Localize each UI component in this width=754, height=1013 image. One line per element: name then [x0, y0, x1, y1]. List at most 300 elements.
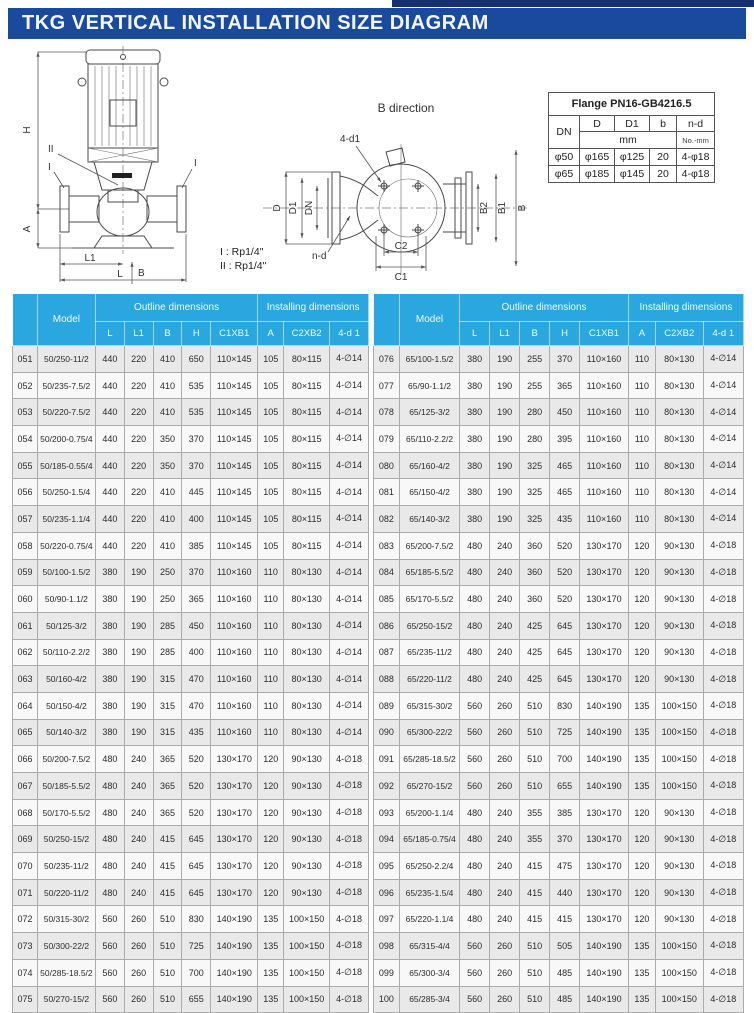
value-cell: 325 — [520, 479, 550, 506]
value-cell: 130×170 — [580, 586, 629, 613]
value-cell: 220 — [124, 399, 153, 426]
value-cell: 4-∅14 — [703, 426, 743, 453]
value-cell: 110×160 — [211, 666, 258, 693]
value-cell: 465 — [550, 479, 580, 506]
row-number-cell: 068 — [13, 799, 38, 826]
model-cell: 50/100-1.5/2 — [37, 559, 95, 586]
value-cell: 110 — [628, 399, 655, 426]
value-cell: 560 — [95, 933, 124, 960]
model-cell: 50/90-1.1/2 — [37, 586, 95, 613]
model-cell: 50/150-4/2 — [37, 692, 95, 719]
value-cell: 220 — [124, 532, 153, 559]
col-L1: L1 — [124, 322, 153, 346]
table-row — [374, 532, 744, 559]
value-cell: 280 — [520, 426, 550, 453]
value-cell: 135 — [628, 933, 655, 960]
value-cell: 520 — [182, 799, 211, 826]
value-cell: 4-∅18 — [703, 746, 743, 773]
value-cell: 80×130 — [284, 719, 330, 746]
model-cell: 50/200-7.5/2 — [37, 746, 95, 773]
value-cell: 140×190 — [211, 906, 258, 933]
value-cell: 4-∅14 — [703, 506, 743, 533]
value-cell: 120 — [258, 773, 284, 800]
table-row — [374, 933, 744, 960]
model-cell: 65/315-30/2 — [399, 692, 459, 719]
value-cell: 480 — [460, 826, 490, 853]
value-cell: 135 — [628, 959, 655, 986]
value-cell: 260 — [490, 959, 520, 986]
row-number-cell: 094 — [374, 826, 400, 853]
row-number-cell: 060 — [13, 586, 38, 613]
value-cell: φ145 — [615, 166, 650, 183]
table-row — [13, 773, 369, 800]
value-cell: 100×150 — [284, 906, 330, 933]
value-cell: 350 — [153, 426, 182, 453]
value-cell: 110 — [258, 586, 284, 613]
model-cell: 50/160-4/2 — [37, 666, 95, 693]
port-label: I — [48, 162, 51, 173]
value-cell: 380 — [95, 586, 124, 613]
value-cell: 110 — [628, 426, 655, 453]
outline-dimensions-header: Outline dimensions — [460, 294, 629, 322]
value-cell: 560 — [460, 986, 490, 1013]
value-cell: 380 — [95, 639, 124, 666]
value-cell: 110 — [628, 452, 655, 479]
value-cell: 80×130 — [655, 346, 703, 373]
model-cell: 50/110-2.2/2 — [37, 639, 95, 666]
value-cell: 480 — [460, 879, 490, 906]
value-cell: 510 — [153, 986, 182, 1013]
row-number-cell: 069 — [13, 826, 38, 853]
b-direction-title: B direction — [377, 101, 435, 115]
value-cell: 560 — [460, 933, 490, 960]
value-cell: 80×130 — [284, 612, 330, 639]
value-cell: 4-∅18 — [330, 853, 369, 880]
value-cell: 80×130 — [655, 372, 703, 399]
model-cell: 65/200-1.1/4 — [399, 799, 459, 826]
value-cell: 240 — [124, 826, 153, 853]
value-cell: 510 — [520, 773, 550, 800]
value-cell: 80×115 — [284, 452, 330, 479]
value-cell: 485 — [550, 986, 580, 1013]
value-cell: 440 — [95, 399, 124, 426]
value-cell: 120 — [628, 612, 655, 639]
value-cell: 4-∅18 — [330, 773, 369, 800]
value-cell: 90×130 — [284, 879, 330, 906]
value-cell: 645 — [550, 639, 580, 666]
value-cell: 110×160 — [211, 586, 258, 613]
value-cell: 4-∅18 — [703, 959, 743, 986]
value-cell: 90×130 — [655, 906, 703, 933]
value-cell: 4-∅14 — [703, 479, 743, 506]
value-cell: 560 — [460, 692, 490, 719]
value-cell: 120 — [628, 906, 655, 933]
flange-col-dn: DN — [549, 116, 580, 149]
value-cell: 110×145 — [211, 479, 258, 506]
value-cell: 365 — [153, 799, 182, 826]
value-cell: 440 — [95, 426, 124, 453]
value-cell: 250 — [153, 586, 182, 613]
value-cell: 80×115 — [284, 426, 330, 453]
value-cell: 480 — [460, 666, 490, 693]
model-cell: 50/235-11/2 — [37, 853, 95, 880]
table-row — [13, 586, 369, 613]
value-cell: 90×130 — [655, 612, 703, 639]
model-cell: φ165 — [580, 149, 615, 166]
value-cell: 220 — [124, 479, 153, 506]
model-cell: 65/160-4/2 — [399, 452, 459, 479]
table-row — [374, 719, 744, 746]
dim-label: B — [138, 268, 145, 279]
model-cell: 50/185-0.55/4 — [37, 452, 95, 479]
value-cell: 380 — [95, 692, 124, 719]
value-cell: 130×170 — [211, 799, 258, 826]
value-cell: 100×150 — [284, 986, 330, 1013]
value-cell: 4-∅18 — [703, 986, 743, 1013]
col-C2XB2: C2XB2 — [655, 322, 703, 346]
value-cell: 220 — [124, 452, 153, 479]
model-cell: 50/250-11/2 — [37, 346, 95, 373]
value-cell: 135 — [628, 746, 655, 773]
table-row — [374, 452, 744, 479]
value-cell: 395 — [550, 426, 580, 453]
flange-unit-no-mm: No.-mm — [677, 132, 715, 149]
model-cell: 65/220-11/2 — [399, 666, 459, 693]
model-cell: 65/170-5.5/2 — [399, 586, 459, 613]
value-cell: 240 — [490, 612, 520, 639]
value-cell: 240 — [490, 799, 520, 826]
col-H: H — [550, 322, 580, 346]
row-number-cell: 076 — [374, 346, 400, 373]
value-cell: 4-∅14 — [330, 426, 369, 453]
value-cell: 100×150 — [655, 933, 703, 960]
model-cell: 65/285-18.5/2 — [399, 746, 459, 773]
value-cell: 130×170 — [211, 879, 258, 906]
dim-label: D1 — [288, 201, 299, 215]
value-cell: 100×150 — [655, 692, 703, 719]
value-cell: 220 — [124, 372, 153, 399]
row-number-cell: 071 — [13, 879, 38, 906]
value-cell: 4-∅14 — [703, 452, 743, 479]
value-cell: 90×130 — [655, 799, 703, 826]
row-number-cell: 089 — [374, 692, 400, 719]
dim-label: A — [22, 225, 33, 233]
pump-body-outline — [60, 46, 186, 254]
value-cell: 350 — [153, 452, 182, 479]
value-cell: 240 — [490, 666, 520, 693]
value-cell: 135 — [628, 692, 655, 719]
value-cell: 90×130 — [284, 773, 330, 800]
value-cell: 100×150 — [655, 986, 703, 1013]
value-cell: 110×145 — [211, 399, 258, 426]
value-cell: 110 — [258, 612, 284, 639]
value-cell: 80×115 — [284, 479, 330, 506]
value-cell: 480 — [460, 799, 490, 826]
value-cell: 470 — [182, 666, 211, 693]
value-cell: 4-∅14 — [703, 399, 743, 426]
value-cell: 120 — [628, 799, 655, 826]
value-cell: 4-∅18 — [703, 879, 743, 906]
value-cell: 370 — [182, 452, 211, 479]
table-row — [374, 692, 744, 719]
value-cell: 90×130 — [655, 879, 703, 906]
value-cell: 90×130 — [284, 853, 330, 880]
table-row — [13, 372, 369, 399]
value-cell: 255 — [520, 372, 550, 399]
value-cell: 510 — [520, 719, 550, 746]
value-cell: 260 — [124, 933, 153, 960]
table-row — [13, 639, 369, 666]
value-cell: 4-∅14 — [330, 452, 369, 479]
value-cell: 440 — [95, 372, 124, 399]
value-cell: 425 — [520, 639, 550, 666]
value-cell: 190 — [490, 426, 520, 453]
model-cell: 65/235-11/2 — [399, 639, 459, 666]
value-cell: 130×170 — [211, 853, 258, 880]
value-cell: 510 — [153, 933, 182, 960]
value-cell: 380 — [460, 479, 490, 506]
value-cell: 365 — [182, 586, 211, 613]
row-number-cell: 073 — [13, 933, 38, 960]
value-cell: 480 — [95, 826, 124, 853]
value-cell: 510 — [520, 933, 550, 960]
dim-label: B2 — [479, 201, 490, 215]
table-row — [13, 346, 369, 373]
row-number-cell: 081 — [374, 479, 400, 506]
value-cell: 655 — [182, 986, 211, 1013]
number-column-header — [13, 294, 38, 346]
value-cell: 380 — [95, 666, 124, 693]
value-cell: 105 — [258, 399, 284, 426]
row-number-cell: 083 — [374, 532, 400, 559]
value-cell: 4-∅14 — [330, 586, 369, 613]
value-cell: 645 — [182, 853, 211, 880]
table-row — [13, 452, 369, 479]
value-cell: 190 — [490, 479, 520, 506]
value-cell: φ125 — [615, 149, 650, 166]
row-number-cell: 053 — [13, 399, 38, 426]
value-cell: 4-∅18 — [703, 666, 743, 693]
value-cell: 315 — [153, 692, 182, 719]
value-cell: 4-∅14 — [330, 666, 369, 693]
value-cell: 380 — [460, 372, 490, 399]
row-number-cell: 092 — [374, 773, 400, 800]
table-row — [13, 719, 369, 746]
table-row — [374, 746, 744, 773]
value-cell: 645 — [182, 826, 211, 853]
value-cell: 480 — [460, 853, 490, 880]
value-cell: 110×145 — [211, 506, 258, 533]
value-cell: 380 — [460, 426, 490, 453]
value-cell: 480 — [460, 586, 490, 613]
table-row — [374, 506, 744, 533]
value-cell: 120 — [258, 746, 284, 773]
port-label: I — [194, 158, 197, 169]
model-cell: 65/90-1.1/2 — [399, 372, 459, 399]
value-cell: 355 — [520, 799, 550, 826]
table-row — [13, 612, 369, 639]
value-cell: 140×190 — [580, 692, 629, 719]
row-number-cell: 065 — [13, 719, 38, 746]
value-cell: 410 — [153, 346, 182, 373]
port-label: II — [48, 144, 54, 155]
outline-dimensions-header: Outline dimensions — [95, 294, 257, 322]
value-cell: 415 — [153, 853, 182, 880]
table-row — [13, 692, 369, 719]
value-cell: 90×130 — [284, 826, 330, 853]
value-cell: 110×160 — [580, 426, 629, 453]
value-cell: 315 — [153, 666, 182, 693]
value-cell: 4-∅14 — [330, 559, 369, 586]
table-row — [374, 879, 744, 906]
col-C2XB2: C2XB2 — [284, 322, 330, 346]
model-cell: 65/200-7.5/2 — [399, 532, 459, 559]
value-cell: 190 — [124, 692, 153, 719]
table-row — [13, 879, 369, 906]
dim-label: 4-d1 — [339, 134, 361, 145]
value-cell: 20 — [650, 166, 677, 183]
value-cell: 110 — [258, 719, 284, 746]
value-cell: 380 — [95, 612, 124, 639]
value-cell: 520 — [550, 559, 580, 586]
value-cell: 255 — [520, 346, 550, 373]
value-cell: 90×130 — [655, 586, 703, 613]
value-cell: 80×130 — [284, 639, 330, 666]
value-cell: 360 — [520, 532, 550, 559]
value-cell: 4-∅18 — [703, 933, 743, 960]
value-cell: 80×130 — [655, 452, 703, 479]
value-cell: 105 — [258, 346, 284, 373]
value-cell: 110×160 — [580, 346, 629, 373]
col-4d1: 4-d 1 — [330, 322, 369, 346]
value-cell: 415 — [550, 906, 580, 933]
value-cell: 370 — [182, 426, 211, 453]
value-cell: 140×190 — [211, 959, 258, 986]
table-row — [549, 166, 715, 183]
model-cell: 50/125-3/2 — [37, 612, 95, 639]
value-cell: 4-∅14 — [703, 372, 743, 399]
model-cell: φ185 — [580, 166, 615, 183]
value-cell: 80×130 — [655, 479, 703, 506]
model-cell: 65/100-1.5/2 — [399, 346, 459, 373]
value-cell: 140×190 — [580, 719, 629, 746]
row-number-cell: 093 — [374, 799, 400, 826]
value-cell: 4-∅18 — [703, 639, 743, 666]
value-cell: 80×130 — [284, 666, 330, 693]
value-cell: 830 — [550, 692, 580, 719]
value-cell: 480 — [460, 612, 490, 639]
value-cell: 650 — [182, 346, 211, 373]
table-row — [374, 826, 744, 853]
table-row — [13, 479, 369, 506]
value-cell: 260 — [490, 746, 520, 773]
row-number-cell: 063 — [13, 666, 38, 693]
value-cell: 120 — [628, 639, 655, 666]
value-cell: 475 — [550, 853, 580, 880]
value-cell: 4-∅18 — [703, 612, 743, 639]
value-cell: 280 — [520, 399, 550, 426]
value-cell: 4-∅14 — [330, 692, 369, 719]
value-cell: 135 — [258, 986, 284, 1013]
value-cell: 190 — [124, 719, 153, 746]
value-cell: 285 — [153, 612, 182, 639]
value-cell: 105 — [258, 479, 284, 506]
value-cell: 655 — [550, 773, 580, 800]
value-cell: 120 — [258, 879, 284, 906]
value-cell: 110 — [258, 666, 284, 693]
dimension-table-left — [12, 293, 369, 1013]
value-cell: 415 — [153, 826, 182, 853]
row-number-cell: 100 — [374, 986, 400, 1013]
row-number-cell: 096 — [374, 879, 400, 906]
row-number-cell: 075 — [13, 986, 38, 1013]
dim-label: DN — [304, 200, 315, 216]
value-cell: 510 — [520, 986, 550, 1013]
value-cell: 480 — [95, 746, 124, 773]
model-cell: 65/315-4/4 — [399, 933, 459, 960]
table-row — [374, 666, 744, 693]
value-cell: 4-∅18 — [703, 799, 743, 826]
table-row — [374, 612, 744, 639]
table-row — [374, 479, 744, 506]
model-cell: 65/220-1.1/4 — [399, 906, 459, 933]
value-cell: 510 — [153, 906, 182, 933]
model-cell: 65/140-3/2 — [399, 506, 459, 533]
value-cell: 480 — [95, 853, 124, 880]
value-cell: 435 — [182, 719, 211, 746]
value-cell: 110×145 — [211, 452, 258, 479]
dim-label: B1 — [497, 201, 508, 215]
table-row — [374, 959, 744, 986]
value-cell: 410 — [153, 399, 182, 426]
value-cell: 365 — [153, 746, 182, 773]
value-cell: 410 — [153, 532, 182, 559]
value-cell: 560 — [95, 906, 124, 933]
value-cell: 260 — [490, 933, 520, 960]
table-row — [374, 559, 744, 586]
value-cell: 110×160 — [211, 692, 258, 719]
value-cell: 110×160 — [211, 612, 258, 639]
row-number-cell: 078 — [374, 399, 400, 426]
value-cell: 110×160 — [580, 399, 629, 426]
value-cell: 100×150 — [655, 746, 703, 773]
value-cell: 90×130 — [655, 666, 703, 693]
row-number-cell: 079 — [374, 426, 400, 453]
model-cell: 65/150-4/2 — [399, 479, 459, 506]
value-cell: 380 — [460, 399, 490, 426]
model-cell: 65/300-3/4 — [399, 959, 459, 986]
value-cell: 120 — [258, 853, 284, 880]
value-cell: 130×170 — [580, 906, 629, 933]
value-cell: 130×170 — [211, 826, 258, 853]
b-view-dimensions — [272, 134, 528, 283]
value-cell: 4-∅14 — [330, 532, 369, 559]
value-cell: 110×160 — [211, 719, 258, 746]
row-number-cell: 055 — [13, 452, 38, 479]
value-cell: 415 — [153, 879, 182, 906]
value-cell: 110 — [628, 479, 655, 506]
note-line-2: II : Rp1/4" — [220, 260, 267, 272]
value-cell: 100×150 — [284, 933, 330, 960]
installing-dimensions-header: Installing dimensions — [258, 294, 369, 322]
value-cell: 425 — [520, 612, 550, 639]
value-cell: 20 — [650, 149, 677, 166]
value-cell: 480 — [460, 906, 490, 933]
dim-label: H — [22, 126, 33, 134]
value-cell: 505 — [550, 933, 580, 960]
value-cell: 285 — [153, 639, 182, 666]
table-row — [13, 666, 369, 693]
